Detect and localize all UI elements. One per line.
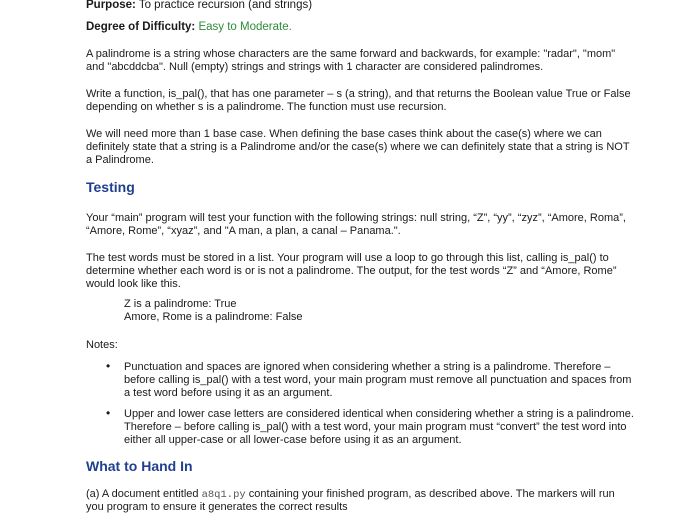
hand-in-filename: a8q1.py (201, 489, 246, 501)
notes-label: Notes: (86, 339, 118, 351)
difficulty-line (86, 21, 292, 34)
hand-in-item-a-line1 (86, 488, 615, 502)
bullet2-line1: Upper and lower case letters are considered identical when considering whether a string is a palindrome. (124, 408, 634, 420)
bullet1-line2: before calling is_pal() with a test word, your main program must remove all punctuation and spaces from (124, 374, 632, 386)
intro-p2-line2: depending on whether s is a palindrome. The function must use recursion. (86, 101, 447, 113)
intro-p3-line1: We will need more than 1 base case. When defining the base cases think about the case(s) where we can (86, 128, 602, 140)
sample-output-line1: Z is a palindrome: True (124, 298, 237, 310)
hand-in-item-a-line2: you program to ensure it generates the correct results (86, 501, 348, 513)
purpose-line (86, 0, 312, 12)
bullet1-line1: Punctuation and spaces are ignored when considering whether a string is a palindrome. Therefore – (124, 361, 611, 373)
intro-p2-line1: Write a function, is_pal(), that has one parameter – s (a string), and that returns the Boolean value True or False (86, 88, 631, 100)
testing-p2-line1: The test words must be stored in a list. Your program will use a loop to go through this list, calling is_pal() to (86, 252, 609, 264)
hand-in-suffix: containing your finished program, as described above. The markers will run (245, 488, 615, 500)
purpose-label: Purpose: (86, 0, 136, 11)
bullet1-line3: a test word before using it as an argument. (124, 387, 333, 399)
hand-in-heading: What to Hand In (86, 458, 193, 474)
bullet2-line3: either all upper-case or all lower-case before using it as an argument. (124, 434, 462, 446)
hand-in-prefix: (a) A document entitled (86, 488, 202, 500)
bullet-dot-1: • (106, 359, 111, 373)
difficulty-label: Degree of Difficulty: (86, 21, 196, 33)
testing-p1-line2: “Amore, Rome”, “xyaz”, and "A man, a plan, a canal – Panama.". (86, 225, 401, 237)
bullet2-line2: Therefore – before calling is_pal() with a test word, your main program must “convert” the test word into (124, 421, 627, 433)
difficulty-value: Easy to Moderate. (198, 21, 292, 33)
intro-p1-line1: A palindrome is a string whose characters are the same forward and backwards, for example: "radar", "mom" (86, 48, 616, 60)
intro-p3-line3: a Palindrome. (86, 154, 154, 166)
testing-p2-line3: would look like this. (86, 278, 181, 290)
testing-p1-line1: Your “main” program will test your function with the following strings: null string, “Z”, “yy”, “zyz”, “Amore, Roma”, (86, 212, 626, 224)
intro-p3-line2: definitely state that a string is a Palindrome and/or the case(s) where we can definitely state that a string is NOT (86, 141, 630, 153)
purpose-value: To practice recursion (and strings) (138, 0, 313, 11)
testing-p2-line2: determine whether each word is or is not a palindrome. The output, for the test words “Z” and “Amore, Rome” (86, 265, 617, 277)
sample-output-line2: Amore, Rome is a palindrome: False (124, 311, 303, 323)
testing-heading: Testing (86, 179, 135, 195)
bullet-dot-2: • (106, 406, 111, 420)
intro-p1-line2: and "abcddcba". Null (empty) strings and strings with 1 character are considered palindromes. (86, 61, 544, 73)
